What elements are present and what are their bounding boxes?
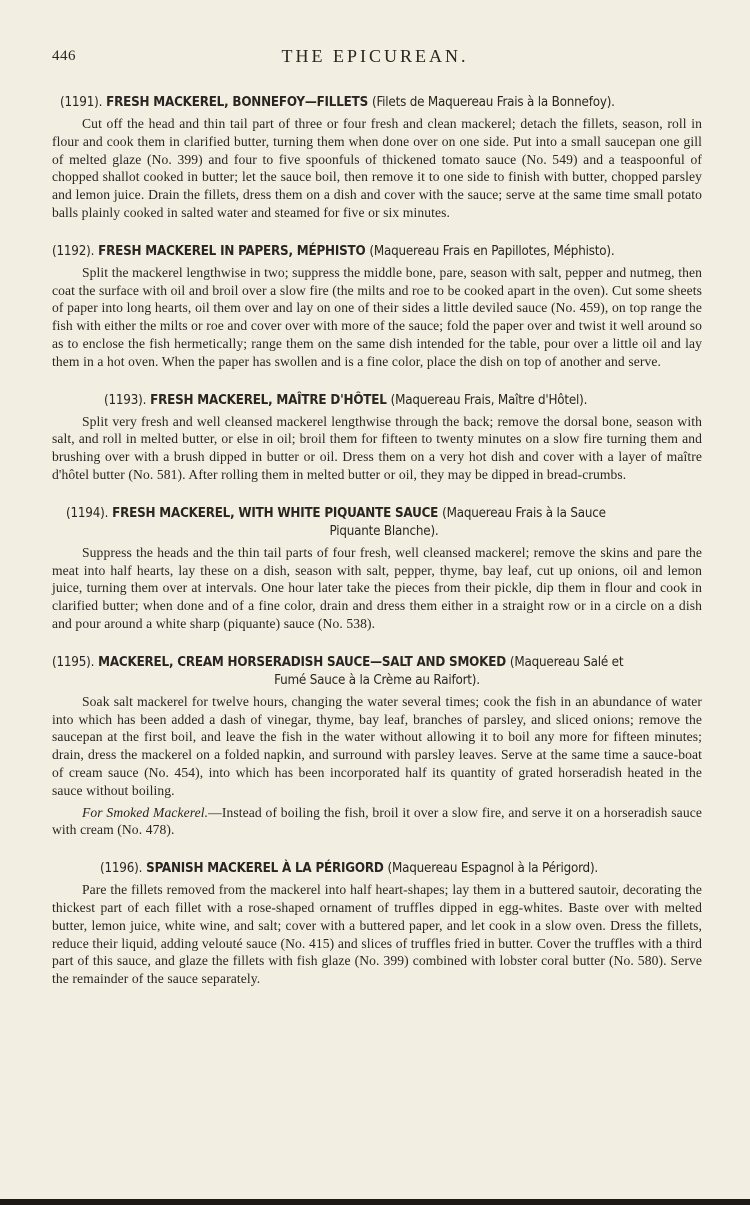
recipe-heading: SPANISH MACKEREL À LA PÉRIGORD [146, 861, 384, 877]
recipe-number: (1191). [60, 95, 103, 110]
recipe-text: Split the mackerel lengthwise in two; suppress the middle bone, pare, season with salt, pepper and nutmeg, then coat the surface with oil and broil over a slow fire (the milts and roe to be cooked apart in the oven). Cut some sheets of paper into long hearts, oil them over and lay on one of their sides a little deviled sauce (No. 459), on top range the fish with either the milts or roe and cover over with more of the sauce; fold the paper over and twist it well around so as to enclose the fish hermetically; range them on the same dish intended for the table, pour over a little oil and lay them in a hot oven. When the paper has swollen and is a fine color, place the dish on top of another and serve. [52, 264, 702, 369]
page-number: 446 [52, 48, 76, 64]
recipe-french-name: (Filets de Maquereau Frais à la Bonnefoy). [371, 95, 615, 110]
recipe-1194 [52, 505, 702, 633]
running-title: THE EPICUREAN. [281, 46, 469, 66]
recipe-text: Cut off the head and thin tail part of three or four fresh and clean mackerel; detach the fillets, season, roll in flour and cook them in clarified butter, turning them when done over on one side. Put into a small saucepan one gill of melted glaze (No. 399) and four to five spoonfuls of thickened tomato sauce (No. 549) and a teaspoonful of chopped shallot cooked in butter; let the sauce boil, then remove it to one side to finish with butter, chopped parsley and lemon juice. Drain the fillets, dress them on a dish and cover with the sauce; serve at the same time small potato balls plainly cooked in salted water and steamed for five or six minutes. [52, 116, 702, 220]
recipe-french-name-continued: Piquante Blanche). [329, 523, 439, 539]
variation-text: —Instead of boiling the fish, broil it over a slow fire, and serve it on a horseradish sauce with cream (No. 478). [52, 804, 702, 838]
recipe-text: Soak salt mackerel for twelve hours, changing the water several times; cook the fish in an abundance of water into which has been added a dash of vinegar, thyme, bay leaf, branches of parsley, and sliced onions; remove the saucepan at the first boil, and leave the fish in the water without allowing it to boil any more for fifteen minutes; drain, dress the mackerel on a folded napkin, and surround with parsley leaves. Serve at the same time a sauce-boat of cream sauce (No. 454), into which has been incorporated half its quantity of grated horseradish heated in the sauce without boiling. [52, 693, 702, 798]
recipe-1196 [52, 860, 702, 988]
recipe-number: (1192). [52, 243, 95, 259]
recipe-french-name-continued: Fumé Sauce à la Crème au Raifort). [274, 672, 480, 688]
recipe-heading: FRESH MACKEREL, WITH WHITE PIQUANTE SAUCE [112, 505, 439, 521]
recipe-number: (1194). [66, 505, 109, 521]
recipe-french-name: (Maquereau Frais, Maître d'Hôtel). [390, 392, 588, 408]
recipe-title [52, 505, 702, 541]
recipe-heading: MACKEREL, CREAM HORSERADISH SAUCE—SALT AND SMOKED [98, 654, 506, 670]
recipe-1193 [52, 392, 702, 484]
recipe-text: Suppress the heads and the thin tail parts of four fresh, well cleansed mackerel; remove the skins and pare the meat into half hearts, lay these on a dish, season with salt, pepper, thyme, bay leaf, cut up onions, oil and lemon juice, turning them over at intervals. One hour later take the pieces from their pickle, dip them in flour and cook in clarified butter; when done and of a fine color, drain and dress them either in a straight row or in a circle on a dish and pour around a white sharp (piquante) sauce (No. 538). [52, 544, 702, 631]
recipe-french-name: (Maquereau Salé et [509, 654, 624, 670]
variation-lead: For Smoked Mackerel. [82, 804, 209, 820]
recipe-variation [52, 804, 702, 840]
recipe-number: (1196). [100, 861, 143, 877]
page-content [52, 94, 702, 1009]
recipe-1195 [52, 654, 702, 839]
recipe-title [52, 654, 702, 690]
recipe-french-name: (Maquereau Frais en Papillotes, Méphisto). [369, 243, 615, 259]
recipe-number: (1193). [104, 392, 147, 408]
recipe-1192 [52, 243, 702, 371]
recipe-french-name: (Maquereau Frais à la Sauce [442, 505, 606, 521]
recipe-text: Pare the fillets removed from the mackerel into half heart-shapes; lay them in a buttered sautoir, decorating the thickest part of each fillet with a rose-shaped ornament of truffles dipped in egg-whites. Baste over with melted butter, lemon juice, white wine, and salt; cover with a buttered paper, and let cook in a slow oven. Dress the fillets, reduce their liquid, adding velouté sauce (No. 415) and slices of truffles fried in butter. Cover the truffles with a third part of this sauce, and glaze the fillets with fish glaze (No. 399) combined with lobster coral butter (No. 580). Serve the remainder of the sauce separately. [52, 882, 702, 987]
scan-bottom-edge [0, 1199, 750, 1205]
recipe-number: (1195). [52, 654, 95, 670]
page-header [52, 48, 698, 72]
recipe-title [52, 94, 702, 112]
recipe-title [52, 243, 702, 261]
recipe-french-name: (Maquereau Espagnol à la Périgord). [387, 861, 599, 877]
recipe-title [52, 860, 702, 878]
recipe-heading: FRESH MACKEREL IN PAPERS, MÉPHISTO [98, 243, 366, 259]
recipe-title [52, 392, 702, 410]
recipe-text: Split very fresh and well cleansed mackerel lengthwise through the back; remove the dorsal bone, season with salt, and roll in melted butter, or else in oil; broil them for fifteen to twenty minutes on a slow fire turning them and brushing over with a brush dipped in butter or oil. Dress them on a very hot dish and cover with a layer of maître d'hôtel butter (No. 581). After rolling them in melted butter or oil, they may be dipped in bread-crumbs. [52, 413, 702, 482]
recipe-1191 [52, 94, 702, 222]
recipe-heading: FRESH MACKEREL, MAÎTRE D'HÔTEL [150, 392, 387, 408]
recipe-heading: FRESH MACKEREL, BONNEFOY—FILLETS [106, 95, 369, 110]
